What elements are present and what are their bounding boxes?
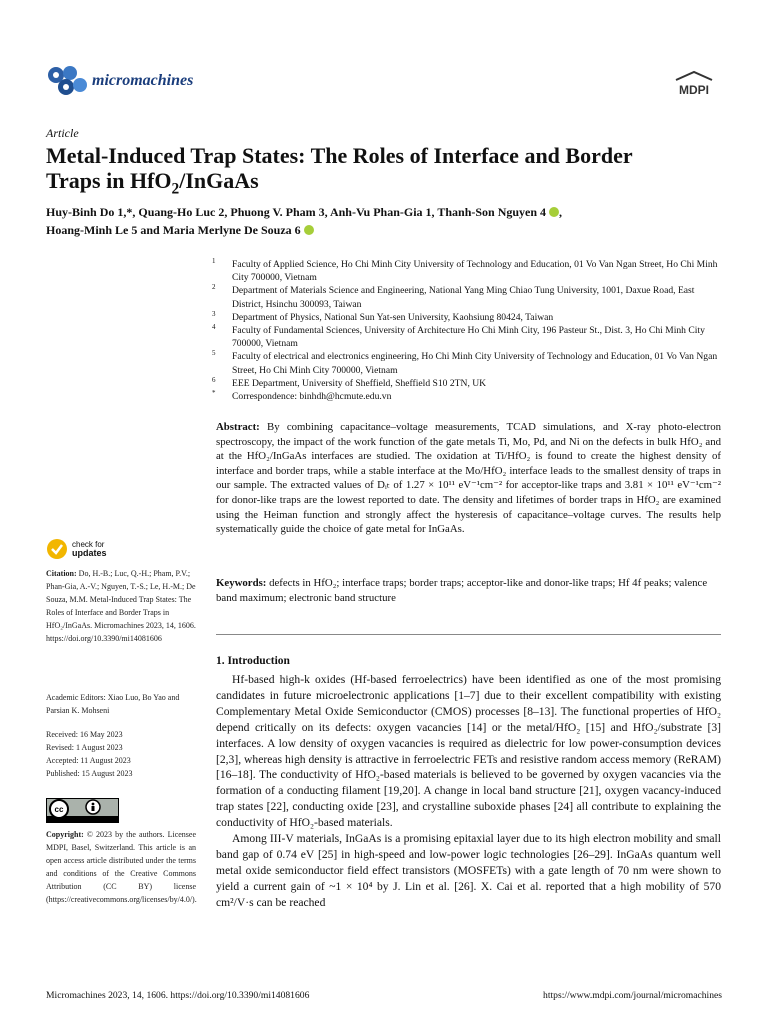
- affiliation-item: [212, 350, 727, 376]
- paragraph: Among III-V materials, InGaAs is a promising epitaxial layer due to its high electron mobility and small band gap of 0.74 eV [25] in high-speed and low-power logic technologies [26–29]. InGaAs quantum well metal oxide semiconductor field effect transistors (MOSFETs) with a gate length of 70 nm were shown to yield a current gain of ~1 × 10⁴ by J. Lin et al. [26]. X. Cai et al. reported that a high mobility of 570 cm²/V·s can be reached: [216, 832, 721, 909]
- orcid-icon[interactable]: [549, 207, 559, 217]
- cc-by-license-icon[interactable]: [46, 798, 119, 823]
- affiliation-text: Faculty of Applied Science, Ho Chi Minh City University of Technology and Education, 01 Vo Van Ngan Street, Ho Chi Minh City 700000, Vietnam: [232, 259, 718, 284]
- affiliation-text: Department of Materials Science and Engineering, National Yang Ming Chiao Tung University, 1001, Daxue Road, East District, Hsinchu 300093, Taiwan: [232, 285, 695, 310]
- affiliation-text: Department of Physics, National Sun Yat-sen University, Kaohsiung 80424, Taiwan: [232, 311, 554, 323]
- check-updates-sublabel: updates: [72, 548, 107, 558]
- abstract: Abstract: By combining capacitance–voltage measurements, TCAD simulations, and X-ray photo-electron spectroscopy, the impact of the work function of the gate metals Ti, Mo, Pd, and Ni on the defects in bulk HfO₂ and at the HfO₂/InGaAs interfaces are studied. The oxidation at Ti/HfO₂ is found to create the highest density of interface and border traps, while a stable interface at the Mo/HfO₂ interface leads to the smallest density of traps in our sample. The extracted values of Dᵢₜ of 1.27 × 10¹¹ eV⁻¹cm⁻² for acceptor-like traps and 3.81 × 10¹¹ eV⁻¹cm⁻² for donor-like traps are the lowest reported to date. The density and lifetimes of border traps in HfO₂ are examined using the Heiman function and strongly affect the hysteresis of capacitance–voltage curves. The results help systematically guide the choice of gate metal for InGaAs.: [216, 421, 722, 536]
- affiliation-text: Faculty of electrical and electronics engineering, Ho Chi Minh City University of Technology and Education, 01 Vo Van Ngan Street, Ho Chi Minh City 700000, Vietnam: [232, 351, 718, 376]
- affiliation-number: 6: [212, 375, 216, 384]
- affiliation-item: [212, 284, 727, 310]
- affiliation-number: 1: [212, 257, 216, 265]
- affiliation-item: [212, 377, 727, 390]
- dates-block: Received: 16 May 2023 Revised: 1 August 2023 Accepted: 11 August 2023 Published: 15 August 2023: [46, 730, 133, 778]
- article-type: Article: [46, 126, 79, 140]
- paper-title: Metal-Induced Trap States: The Roles of Interface and Border Traps in HfO$_2$/InGaAs: [46, 143, 633, 198]
- affiliation-number: 3: [212, 309, 216, 318]
- svg-text:cc: cc: [54, 805, 64, 814]
- journal-name: micromachines: [92, 72, 194, 89]
- authors-line-1[interactable]: Huy-Binh Do 1,*, Quang-Ho Luc 2, Phuong V. Pham 3, Anh-Vu Phan-Gia 1, Thanh-Son Nguyen 4: [46, 205, 547, 219]
- page-footer: [46, 990, 722, 1001]
- section-body: [216, 672, 721, 911]
- academic-editors: Academic Editors: Xiao Luo, Bo Yao and Parsian K. Mohseni: [46, 693, 180, 715]
- copyright-notice: Copyright: © 2023 by the authors. Licensee MDPI, Basel, Switzerland. This article is an open access article distributed under the terms and conditions of the Creative Commons Attribution (CC BY) license (https://creativecommons.org/licenses/by/4.0/).: [46, 830, 197, 904]
- affiliation-number: *: [212, 389, 216, 398]
- affiliation-item: [212, 390, 727, 403]
- journal-logo-icon: [46, 63, 92, 99]
- citation-block: Citation: Do, H.-B.; Luc, Q.-H.; Pham, P.V.; Phan-Gia, A.-V.; Nguyen, T.-S.; Le, H.-M.; De Souza, M.M. Metal-Induced Trap States: The Roles of Interface and Border Traps in HfO₂/InGaAs. Micromachines 2023, 14, 1606. https://doi.org/10.3390/mi14081606: [46, 569, 196, 643]
- affiliation-number: 4: [212, 323, 216, 332]
- affiliation-number: 2: [212, 283, 216, 292]
- authors-line-2[interactable]: Hoang-Minh Le 5 and Maria Merlyne De Souza 6: [46, 223, 301, 237]
- keywords: Keywords: defects in HfO₂; interface traps; border traps; acceptor-like and donor-like traps; Hf 4f peaks; valence band maximum; electronic band structure: [216, 577, 708, 604]
- mdpi-logo-icon: [670, 70, 718, 98]
- svg-text:MDPI: MDPI: [679, 83, 709, 97]
- affiliation-list: [212, 258, 727, 403]
- paragraph: Hf-based high-k oxides (Hf-based ferroelectrics) have been identified as one of the most promising candidates in future microelectronic applications [1–7] due to their excellent compatibility with existing Complementary Metal Oxide Semiconductor (CMOS) processes [8–13]. The functional properties of HfO₂ depend critically on its defects: oxygen vacancies [14] or the metal/HfO₂ [15] and HfO₂/substrate [3] interfaces. A low density of oxygen vacancies is required as dielectric for low power-consumption devices [2,3], whereas high density is attractive in ferroelectric FETs and resistive random access memory (ReRAM) [16–18]. The conductivity of HfO₂-based materials is believed to be governed by oxygen vacancies via the formation of a conducting filament [19,20]. A change in local band structure [21], oxygen vacancy-induced trap states [22], conducting oxide [23], and crystalline suboxide phases [24] all contribute to explaining the conductivity of HfO₂-based materials.: [216, 673, 721, 830]
- affiliation-text: Correspondence: binhdh@hcmute.edu.vn: [232, 391, 392, 403]
- affiliation-text: EEE Department, University of Sheffield, Sheffield S10 2TN, UK: [232, 377, 487, 389]
- footer-citation[interactable]: Micromachines 2023, 14, 1606. https://doi.org/10.3390/mi14081606: [46, 990, 310, 1001]
- footer-journal-url[interactable]: https://www.mdpi.com/journal/micromachines: [543, 990, 722, 1001]
- affiliation-item: [212, 324, 727, 350]
- check-updates-label: check for: [72, 540, 105, 549]
- section-divider: [216, 634, 721, 635]
- section-heading: 1. Introduction: [216, 655, 290, 667]
- affiliation-number: 5: [212, 349, 216, 358]
- affiliation-item: [212, 258, 727, 284]
- orcid-icon[interactable]: [304, 225, 314, 235]
- affiliation-item: [212, 311, 727, 324]
- author-list: Huy-Binh Do 1,*, Quang-Ho Luc 2, Phuong V. Pham 3, Anh-Vu Phan-Gia 1, Thanh-Son Nguyen 4 , Hoang-Minh Le 5 and Maria Merlyne De Souza 6: [46, 205, 563, 237]
- check-for-updates-badge[interactable]: [46, 538, 107, 560]
- check-updates-icon: [46, 538, 68, 560]
- affiliation-text: Faculty of Fundamental Sciences, University of Architecture Ho Chi Minh City, 196 Pasteur St., Dist. 3, Ho Chi Minh City 700000, Vietnam: [232, 325, 705, 350]
